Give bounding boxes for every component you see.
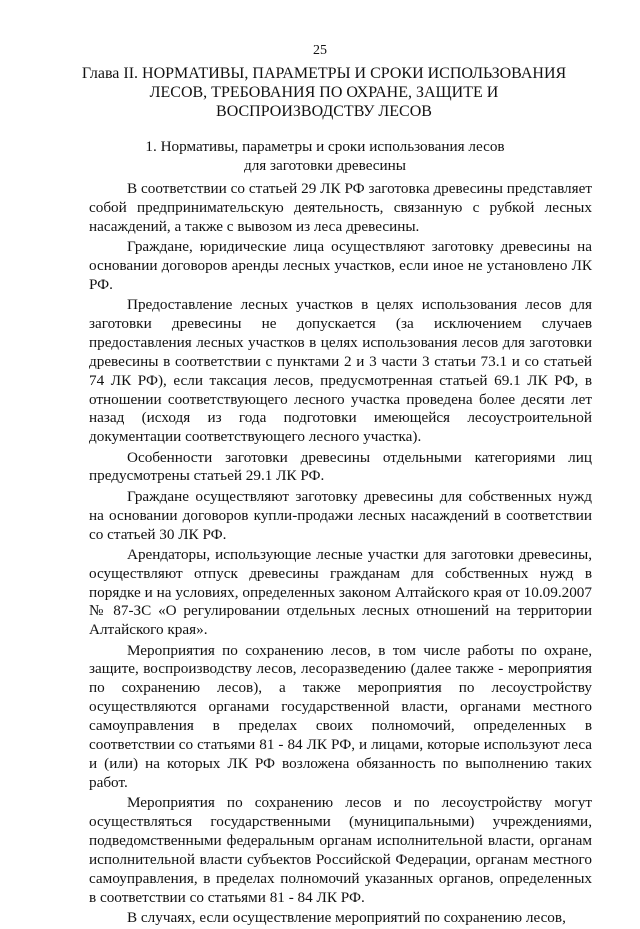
paragraph: В случаях, если осуществление мероприятий по сохранению лесов,: [127, 908, 566, 926]
page-number: 25: [313, 43, 327, 58]
chapter-title: Глава II. НОРМАТИВЫ, ПАРАМЕТРЫ И СРОКИ ИСПОЛЬЗОВАНИЯ ЛЕСОВ, ТРЕБОВАНИЯ ПО ОХРАНЕ, ЗАЩИТЕ И ВОСПРОИЗВОДСТВУ ЛЕСОВ: [81, 65, 567, 120]
body-text: [89, 180, 592, 929]
paragraph: Арендаторы, использующие лесные участки для заготовки древесины, осуществляют отпуск древесины гражданам для собственных нужд в порядке и на условиях, определенных законом Алтайского края от 10.09.2007 № 87-ЗС «О регулировании отдельных лесных отношений на территории Алтайского края».: [89, 545, 592, 639]
paragraph: Особенности заготовки древесины отдельными категориями лиц предусмотрены статьей 29.1 ЛК РФ.: [89, 448, 592, 485]
paragraph: Предоставление лесных участков в целях использования лесов для заготовки древесины не допускается (за исключением случаев предоставления лесных участков в целях использования лесов для заготовки древесины в соответствии с пунктами 2 и 3 части 3 статьи 73.1 и со статьей 74 ЛК РФ), если таксация лесов, предусмотренная статьей 69.1 ЛК РФ, в отношении соответствующего лесного участка проведена более десяти лет назад (исходя из года подготовки имеющейся лесоустроительной документации соответствующего лесного участка).: [89, 296, 592, 446]
section-title: [100, 137, 550, 175]
paragraph: Граждане осуществляют заготовку древесины для собственных нужд на основании договоров купли-продажи лесных насаждений в соответствии со статьей 30 ЛК РФ.: [89, 487, 592, 543]
paragraph: Мероприятия по сохранению лесов, в том числе работы по охране, защите, воспроизводству лесов, лесоразведению (далее также - мероприятия по сохранению лесов), а также мероприятия по лесоустройству осуществляются органами государственной власти, органами местного самоуправления в пределах своих полномочий, определенных в соответствии со статьями 81 - 84 ЛК РФ, и лицами, которые используют леса и (или) на которых ЛК РФ возложена обязанность по выполнению таких работ.: [89, 641, 592, 791]
paragraph: Граждане, юридические лица осуществляют заготовку древесины на основании договоров аренды лесных участков, если иное не установлено ЛК РФ.: [89, 238, 592, 293]
section-title-line-2: для заготовки древесины: [243, 157, 407, 174]
paragraph: В соответствии со статьей 29 ЛК РФ заготовка древесины представляет собой предпринимательскую деятельность, связанную с рубкой лесных насаждений, а также с вывозом из леса древесины.: [89, 180, 592, 235]
paragraph: Мероприятия по сохранению лесов и по лесоустройству могут осуществляться государственными (муниципальными) учреждениями, подведомственными федеральным органам исполнительной власти, органам исполнительной власти субъектов Российской Федерации, органам местного самоуправления, в пределах полномочий указанных органов, определенных в соответствии со статьями 81 - 84 ЛК РФ.: [89, 794, 592, 906]
section-title-line-1: 1. Нормативы, параметры и сроки использования лесов: [145, 138, 505, 155]
